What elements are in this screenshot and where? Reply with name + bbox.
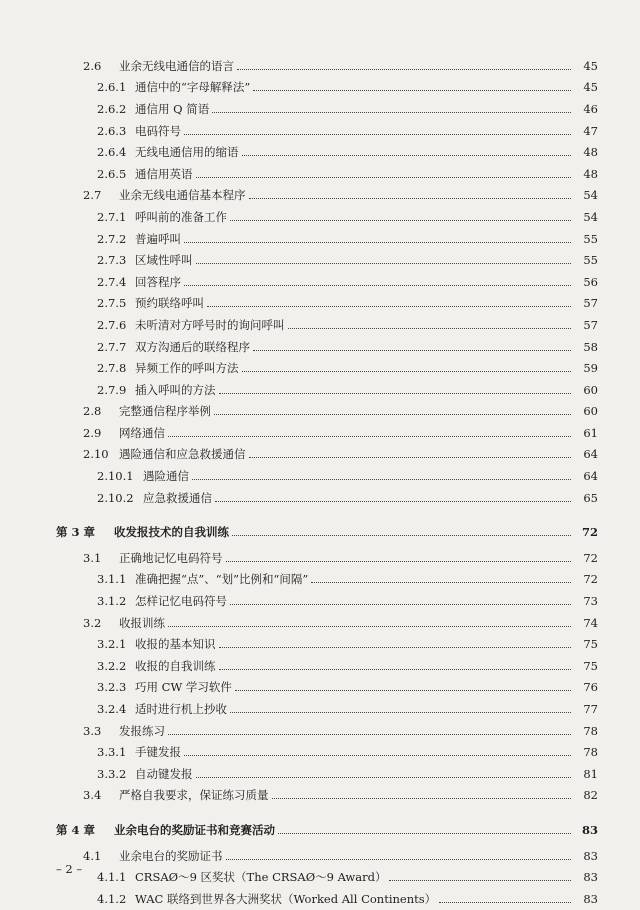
toc-entry-number: 第 3 章 (56, 525, 96, 540)
toc-entry-number: 3.3.1 (97, 745, 127, 760)
toc-entry-title: 无线电通信用的缩语 (135, 145, 239, 160)
toc-entry-number: 2.10 (83, 447, 109, 462)
toc-entry-title: 网络通信 (119, 425, 165, 440)
toc-entry-page: 58 (583, 339, 598, 354)
toc-entry (0, 677, 640, 699)
dot-leader (253, 89, 571, 91)
toc-entry-page: 83 (583, 870, 598, 885)
toc-entry-page: 48 (583, 166, 598, 181)
toc-entry (0, 444, 640, 466)
toc-entry-title: 严格自我要求，保证练习质量 (119, 788, 269, 803)
dot-leader (272, 797, 572, 799)
toc-entry (0, 465, 640, 487)
toc-entry-number: 2.7.5 (97, 296, 127, 311)
toc-entry-number: 2.7.2 (97, 231, 127, 246)
toc-entry (0, 163, 640, 185)
toc-entry-title: 巧用 CW 学习软件 (135, 680, 232, 695)
dot-leader (237, 68, 571, 70)
dot-leader (230, 711, 571, 713)
toc-entry-number: 4.1.1 (97, 870, 127, 885)
toc-entry-number: 2.7.6 (97, 317, 127, 332)
toc-entry-page: 64 (583, 447, 598, 462)
toc-entry-number: 2.7.4 (97, 274, 127, 289)
dot-leader (278, 832, 571, 834)
toc-entry-page: 45 (583, 80, 598, 95)
dot-leader (253, 349, 571, 351)
toc-entry-page: 60 (583, 404, 598, 419)
table-of-contents (0, 55, 640, 910)
toc-entry-title: 准确把握“点”、“划”比例和“间隔” (135, 572, 309, 587)
toc-entry (0, 141, 640, 163)
toc-entry-number: 2.9 (83, 425, 102, 440)
toc-entry-page: 83 (581, 822, 598, 837)
toc-entry-number: 2.7.3 (97, 253, 127, 268)
dot-leader (212, 111, 571, 113)
toc-entry-page: 61 (583, 425, 598, 440)
dot-leader (168, 435, 571, 437)
toc-entry (0, 888, 640, 910)
dot-leader (311, 581, 571, 583)
toc-entry-page: 72 (583, 572, 598, 587)
toc-entry (0, 77, 640, 99)
toc-entry-title: 通信用 Q 简语 (135, 101, 210, 116)
dot-leader (219, 392, 572, 394)
toc-entry-number: 3.2.2 (97, 658, 127, 673)
toc-entry (0, 314, 640, 336)
toc-entry-number: 4.1 (83, 848, 102, 863)
toc-entry-title: 双方沟通后的联络程序 (135, 339, 250, 354)
toc-entry-page: 55 (583, 253, 598, 268)
toc-entry-title: 自动键发报 (135, 766, 193, 781)
toc-entry (0, 741, 640, 763)
toc-entry-number: 2.6.1 (97, 80, 127, 95)
toc-entry-title: 未听清对方呼号时的询问呼叫 (135, 317, 285, 332)
toc-entry-number: 3.3.2 (97, 766, 127, 781)
toc-entry (0, 401, 640, 423)
toc-entry-title: 收报训练 (119, 615, 165, 630)
toc-entry-title: 遇险通信和应急救援通信 (119, 447, 246, 462)
dot-leader (184, 133, 571, 135)
toc-entry-page: 77 (583, 702, 598, 717)
toc-entry-title: 适时进行机上抄收 (135, 702, 227, 717)
toc-entry-page: 64 (583, 469, 598, 484)
toc-entry-title: 收报的基本知识 (135, 637, 216, 652)
toc-entry-title: 怎样记忆电码符号 (135, 594, 227, 609)
dot-leader (196, 776, 572, 778)
toc-entry-number: 3.1.2 (97, 594, 127, 609)
page-number: – 2 – (56, 862, 83, 876)
dot-leader (196, 176, 572, 178)
toc-entry (0, 866, 640, 888)
toc-entry-number: 2.6.2 (97, 101, 127, 116)
toc-entry-number: 3.4 (83, 788, 102, 803)
dot-leader (214, 413, 571, 415)
toc-entry-number: 4.1.2 (97, 891, 127, 906)
toc-entry-number: 2.6 (83, 58, 102, 73)
dot-leader (215, 500, 571, 502)
toc-entry-title: 手键发报 (135, 745, 181, 760)
toc-entry-page: 72 (581, 525, 598, 540)
toc-entry-title: 区域性呼叫 (135, 253, 193, 268)
toc-entry-title: 收发报技术的自我训练 (114, 525, 229, 540)
dot-leader (242, 154, 572, 156)
toc-entry-number: 3.1 (83, 550, 102, 565)
toc-entry-page: 75 (583, 658, 598, 673)
toc-entry (0, 357, 640, 379)
toc-entry-number: 2.10.1 (97, 469, 134, 484)
toc-entry-number: 2.6.4 (97, 145, 127, 160)
dot-leader (219, 668, 572, 670)
toc-entry-page: 47 (583, 123, 598, 138)
toc-entry (0, 249, 640, 271)
dot-leader (249, 456, 572, 458)
toc-entry (0, 55, 640, 77)
toc-entry-title: 通信用英语 (135, 166, 193, 181)
toc-entry (0, 422, 640, 444)
toc-entry-number: 3.1.1 (97, 572, 127, 587)
toc-entry-page: 83 (583, 848, 598, 863)
dot-leader (232, 534, 571, 536)
dot-leader (184, 754, 571, 756)
toc-entry-page: 46 (583, 101, 598, 116)
toc-entry-page: 55 (583, 231, 598, 246)
toc-entry-title: 业余无线电通信基本程序 (119, 188, 246, 203)
toc-entry-page: 65 (583, 490, 598, 505)
toc-entry-title: 预约联络呼叫 (135, 296, 204, 311)
toc-entry-number: 第 4 章 (56, 822, 96, 837)
toc-entry (0, 633, 640, 655)
toc-entry-number: 2.7 (83, 188, 102, 203)
dot-leader (184, 241, 571, 243)
toc-entry-number: 2.7.9 (97, 382, 127, 397)
toc-chapter-entry (0, 521, 640, 543)
dot-leader (219, 646, 572, 648)
dot-leader (226, 858, 572, 860)
toc-entry-title: 业余电台的奖励证书和竞赛活动 (114, 822, 275, 837)
toc-entry (0, 698, 640, 720)
toc-entry-number: 2.6.5 (97, 166, 127, 181)
toc-entry-title: 呼叫前的准备工作 (135, 209, 227, 224)
toc-entry-number: 3.2.4 (97, 702, 127, 717)
toc-entry-page: 72 (583, 550, 598, 565)
toc-entry-title: 遇险通信 (143, 469, 189, 484)
toc-entry-title: 正确地记忆电码符号 (119, 550, 223, 565)
toc-entry (0, 569, 640, 591)
toc-entry-page: 83 (583, 891, 598, 906)
toc-entry (0, 547, 640, 569)
dot-leader (230, 219, 571, 221)
dot-leader (288, 327, 572, 329)
toc-entry-title: 异频工作的呼叫方法 (135, 361, 239, 376)
toc-entry-page: 57 (583, 317, 598, 332)
toc-entry-page: 82 (583, 788, 598, 803)
toc-entry-number: 2.7.7 (97, 339, 127, 354)
dot-leader (196, 262, 572, 264)
toc-entry-page: 54 (583, 188, 598, 203)
toc-entry-page: 60 (583, 382, 598, 397)
toc-entry-number: 3.3 (83, 723, 102, 738)
toc-entry-number: 2.7.1 (97, 209, 127, 224)
toc-entry-number: 2.10.2 (97, 490, 134, 505)
dot-leader (192, 478, 571, 480)
toc-entry-page: 57 (583, 296, 598, 311)
toc-entry-title: 业余电台的奖励证书 (119, 848, 223, 863)
toc-entry-title: 应急救援通信 (143, 490, 212, 505)
toc-entry-title: WAC 联络到世界各大洲奖状（Worked All Continents） (135, 891, 437, 906)
toc-entry (0, 845, 640, 867)
toc-entry (0, 720, 640, 742)
toc-entry (0, 336, 640, 358)
toc-entry (0, 120, 640, 142)
toc-entry (0, 612, 640, 634)
toc-entry (0, 206, 640, 228)
toc-entry (0, 655, 640, 677)
dot-leader (207, 305, 571, 307)
toc-entry-title: 完整通信程序举例 (119, 404, 211, 419)
toc-entry-title: CRSAØ～9 区奖状（The CRSAØ～9 Award） (135, 870, 387, 885)
toc-entry-page: 73 (583, 594, 598, 609)
toc-entry (0, 379, 640, 401)
toc-entry (0, 98, 640, 120)
toc-entry-page: 74 (583, 615, 598, 630)
toc-entry-number: 2.7.8 (97, 361, 127, 376)
toc-chapter-entry (0, 819, 640, 841)
toc-entry (0, 293, 640, 315)
toc-entry (0, 271, 640, 293)
toc-entry (0, 590, 640, 612)
toc-entry-title: 回答程序 (135, 274, 181, 289)
dot-leader (249, 197, 572, 199)
toc-entry-number: 3.2.1 (97, 637, 127, 652)
toc-entry (0, 487, 640, 509)
toc-entry-page: 56 (583, 274, 598, 289)
dot-leader (168, 733, 571, 735)
toc-entry-title: 普遍呼叫 (135, 231, 181, 246)
dot-leader (168, 625, 571, 627)
toc-entry-page: 54 (583, 209, 598, 224)
toc-entry-title: 插入呼叫的方法 (135, 382, 216, 397)
toc-entry-page: 48 (583, 145, 598, 160)
toc-entry-number: 3.2 (83, 615, 102, 630)
toc-entry-number: 2.8 (83, 404, 102, 419)
toc-entry-number: 2.6.3 (97, 123, 127, 138)
dot-leader (230, 603, 571, 605)
toc-entry (0, 185, 640, 207)
dot-leader (235, 689, 571, 691)
toc-entry (0, 763, 640, 785)
toc-entry-title: 通信中的“字母解释法” (135, 80, 251, 95)
toc-entry-page: 76 (583, 680, 598, 695)
toc-entry-page: 78 (583, 745, 598, 760)
toc-entry-title: 发报练习 (119, 723, 165, 738)
toc-entry (0, 785, 640, 807)
dot-leader (389, 879, 571, 881)
dot-leader (242, 370, 572, 372)
toc-entry-title: 电码符号 (135, 123, 181, 138)
dot-leader (184, 284, 571, 286)
dot-leader (439, 901, 571, 903)
toc-entry-page: 81 (583, 766, 598, 781)
toc-entry-page: 75 (583, 637, 598, 652)
dot-leader (226, 560, 572, 562)
toc-entry (0, 228, 640, 250)
toc-entry-title: 收报的自我训练 (135, 658, 216, 673)
toc-entry-page: 45 (583, 58, 598, 73)
toc-entry-page: 59 (583, 361, 598, 376)
toc-entry-number: 3.2.3 (97, 680, 127, 695)
toc-entry-title: 业余无线电通信的语言 (119, 58, 234, 73)
toc-entry-page: 78 (583, 723, 598, 738)
